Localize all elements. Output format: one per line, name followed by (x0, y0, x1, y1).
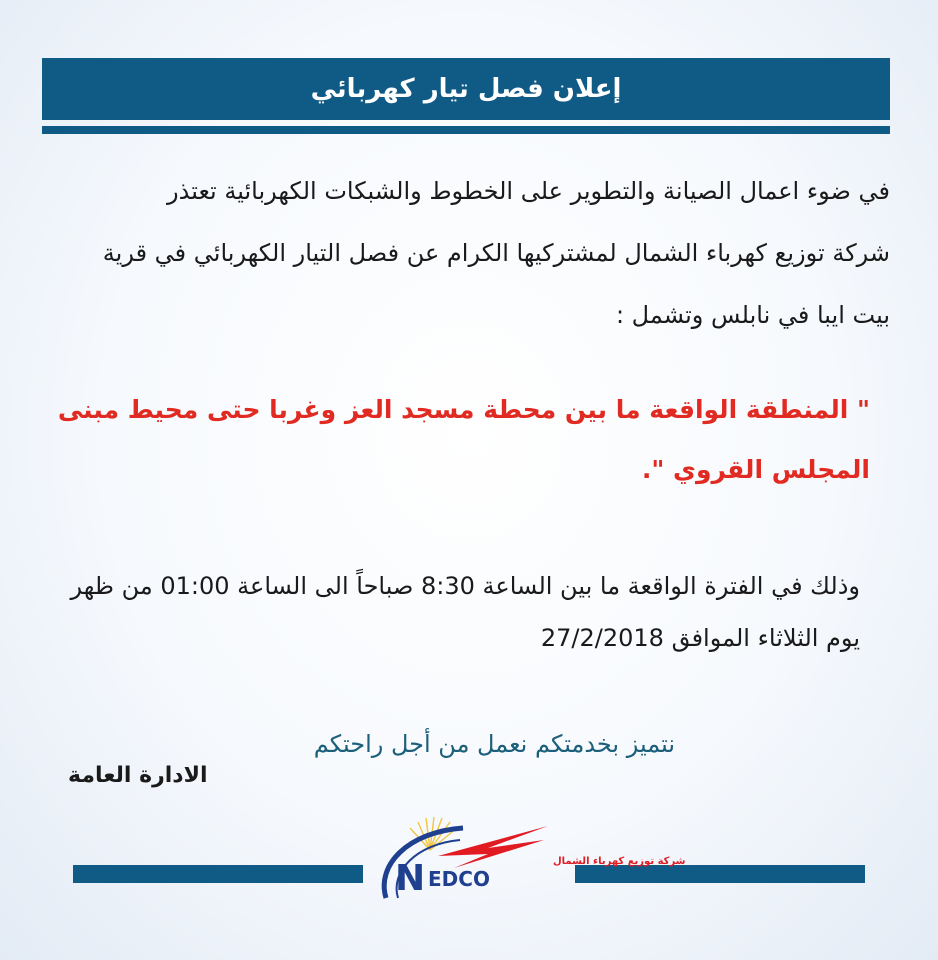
outage-time (60, 560, 860, 664)
logo-arabic-name: شركة توزيع كهرباء الشمال (553, 856, 686, 867)
signature-admin: الادارة العامة (68, 763, 208, 788)
intro-line: شركة توزيع كهرباء الشمال لمشتركيها الكرام عن فصل التيار الكهربائي في قرية (102, 239, 890, 267)
nedco-logo (368, 810, 686, 905)
intro-line: بيت ايبا في نابلس وتشمل : (615, 301, 890, 329)
intro-paragraph (55, 160, 890, 346)
header-divider (42, 126, 890, 134)
announcement-title: إعلان فصل تيار كهربائي (310, 74, 622, 104)
logo-wordmark: EDCO (428, 867, 490, 891)
area-line: المجلس القروي ". (641, 455, 870, 484)
date-line: يوم الثلاثاء الموافق 27/2/2018 (540, 624, 860, 652)
company-slogan: نتميز بخدمتكم نعمل من أجل راحتكم (313, 730, 675, 758)
lightning-icon (438, 826, 548, 868)
intro-line: في ضوء اعمال الصيانة والتطوير على الخطوط والشبكات الكهربائية تعتذر (167, 177, 890, 205)
header-bar (42, 58, 890, 120)
footer-bar-right (575, 865, 865, 883)
logo-letter: N (395, 858, 426, 899)
time-line: وذلك في الفترة الواقعة ما بين الساعة 8:30 صباحاً الى الساعة 01:00 من ظهر (70, 572, 860, 600)
affected-area (57, 380, 870, 500)
footer-bar-left (73, 865, 363, 883)
area-line: " المنطقة الواقعة ما بين محطة مسجد العز وغربا حتى محيط مبنى (57, 395, 870, 424)
